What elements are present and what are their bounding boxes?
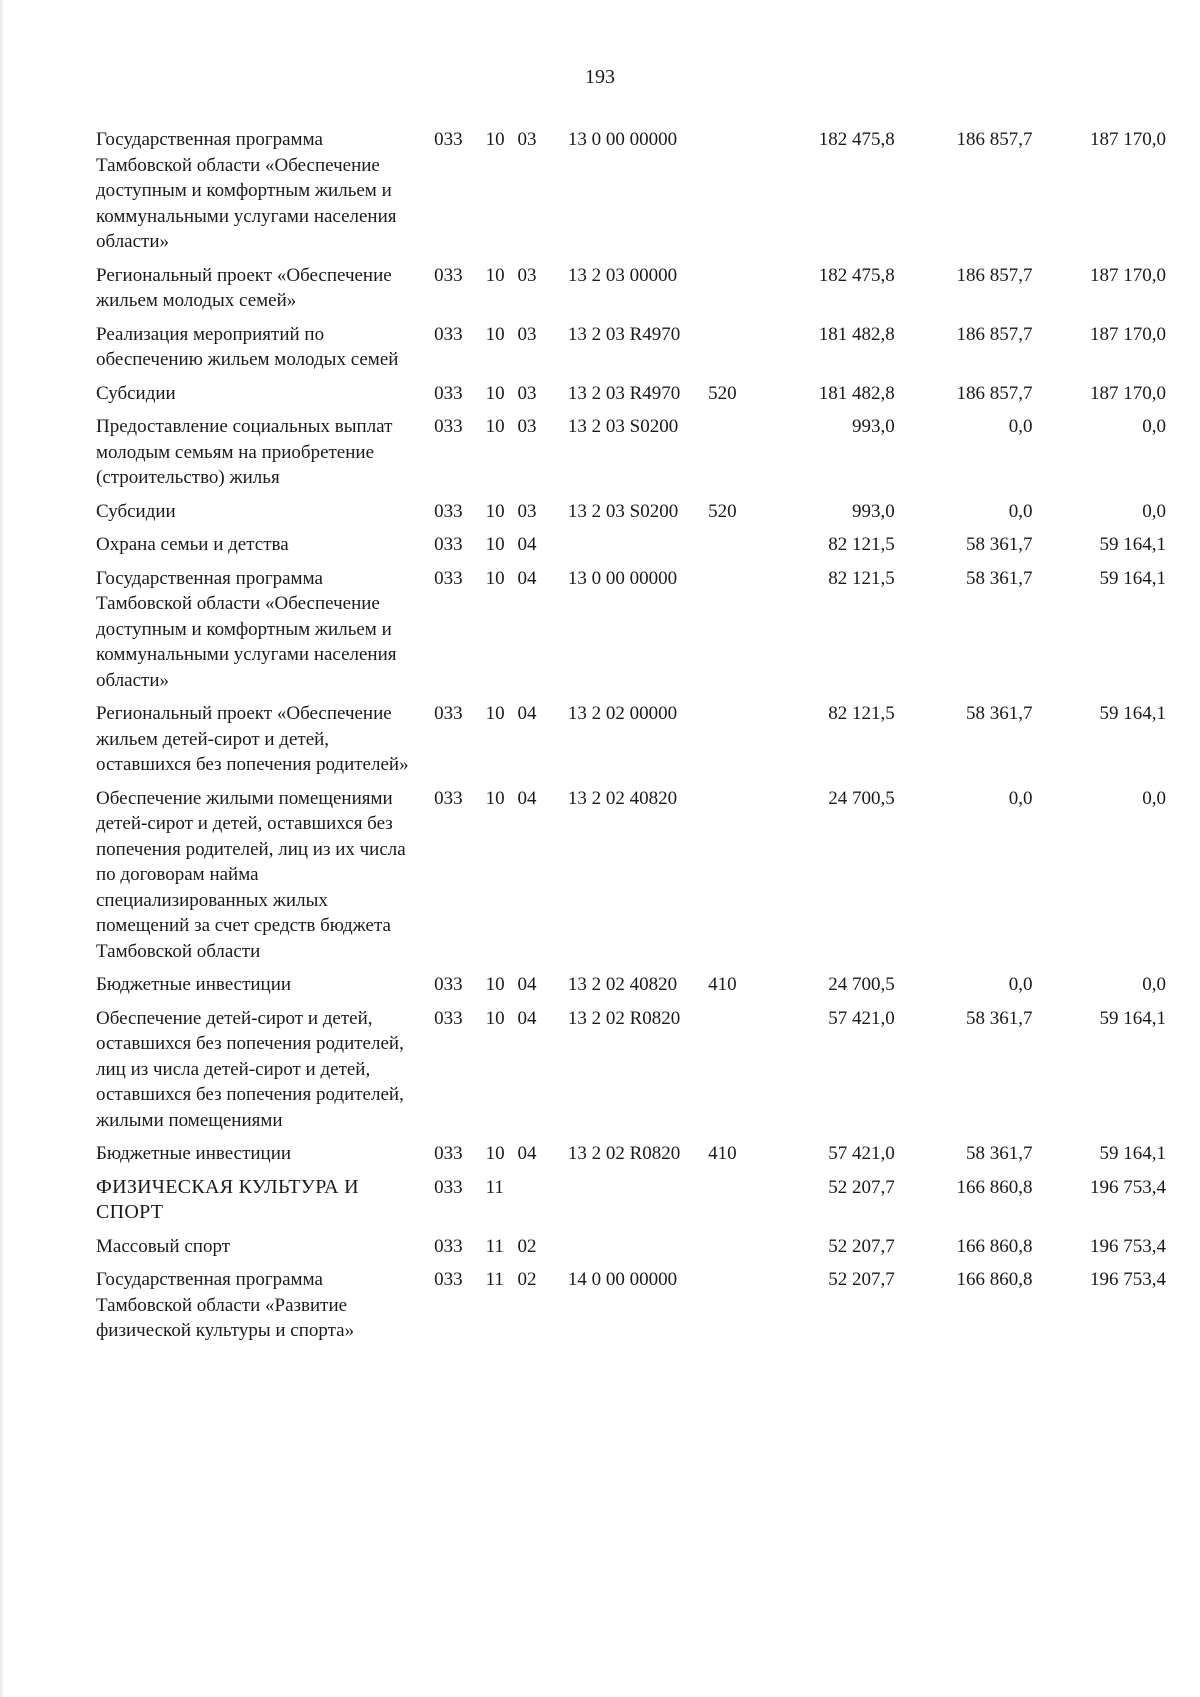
amount-year-3: 59 164,1	[1099, 1143, 1166, 1164]
row-name: Бюджетные инвестиции	[96, 1143, 292, 1164]
subsection-code: 04	[517, 567, 537, 589]
amount-year-2: 166 860,8	[956, 1176, 1033, 1198]
subsection-code: 03	[517, 129, 537, 150]
amount-year-3: 0,0	[1142, 416, 1166, 437]
section-code: 10	[485, 323, 505, 345]
ministry-code: 033	[434, 567, 463, 589]
expense-type-code	[704, 127, 759, 263]
amount-year-2: 58 361,7	[965, 534, 1033, 555]
row-name: Массовый спорт	[96, 1235, 231, 1257]
table-row	[96, 786, 1166, 973]
row-name: Региональный проект «Обеспечение жильем детей-сирот и детей, оставшихся без попечения родителей»	[96, 703, 409, 775]
subsection-code: 04	[517, 1143, 537, 1164]
table-row	[96, 127, 1166, 263]
section-code: 10	[485, 1143, 505, 1164]
page-number: 193	[585, 66, 615, 88]
ministry-code: 033	[434, 416, 463, 437]
target-item-code	[558, 1234, 704, 1268]
section-code: 10	[485, 787, 505, 809]
target-item-code: 13 2 03 S0200	[567, 416, 679, 437]
target-item-code: 13 2 03 R4970	[567, 323, 681, 345]
amount-year-1: 52 207,7	[828, 1235, 895, 1257]
expense-type-code	[704, 786, 759, 973]
amount-year-1: 82 121,5	[828, 703, 895, 724]
row-name: Государственная программа Тамбовской области «Развитие физической культуры и спорта»	[96, 1269, 355, 1341]
table-row	[96, 532, 1166, 566]
amount-year-1: 57 421,0	[828, 1007, 895, 1029]
ministry-code: 033	[434, 787, 463, 809]
section-code: 10	[485, 974, 505, 995]
subsection-code	[516, 1175, 558, 1234]
amount-year-2: 0,0	[1008, 787, 1033, 809]
section-code: 10	[485, 500, 505, 522]
amount-year-3: 196 753,4	[1090, 1235, 1166, 1257]
table-body	[96, 127, 1166, 1352]
target-item-code: 13 2 03 00000	[567, 264, 678, 286]
table-row	[96, 1175, 1166, 1234]
amount-year-3: 59 164,1	[1099, 567, 1166, 589]
expense-type-code	[704, 263, 759, 322]
section-code: 10	[485, 264, 505, 286]
subsection-code: 03	[517, 264, 537, 286]
table-row	[96, 263, 1166, 322]
subsection-code: 04	[517, 974, 537, 995]
row-name: Субсидии	[96, 500, 176, 522]
amount-year-2: 186 857,7	[956, 323, 1033, 345]
table-row	[96, 1141, 1166, 1175]
section-code: 10	[485, 703, 505, 724]
amount-year-3: 187 170,0	[1090, 129, 1166, 150]
row-name: Региональный проект «Обеспечение жильем молодых семей»	[96, 264, 392, 311]
target-item-code: 13 2 02 40820	[567, 787, 678, 809]
section-code: 11	[485, 1269, 504, 1290]
amount-year-3: 196 753,4	[1090, 1176, 1166, 1198]
expense-type-code	[704, 701, 759, 786]
amount-year-2: 58 361,7	[965, 567, 1033, 589]
amount-year-1: 52 207,7	[828, 1269, 895, 1290]
amount-year-3: 59 164,1	[1099, 1007, 1166, 1029]
amount-year-2: 166 860,8	[956, 1269, 1033, 1290]
amount-year-2: 0,0	[1008, 416, 1033, 437]
row-name: Государственная программа Тамбовской области «Обеспечение доступным и комфортным жильем и коммунальными услугами населения области»	[96, 567, 397, 691]
section-code: 10	[485, 1007, 505, 1029]
row-name: Государственная программа Тамбовской области «Обеспечение доступным и комфортным жильем и коммунальными услугами населения области»	[96, 129, 397, 252]
expense-type-code	[704, 566, 759, 702]
table-row	[96, 322, 1166, 381]
table-row	[96, 566, 1166, 702]
subsection-code: 04	[517, 534, 537, 555]
amount-year-3: 187 170,0	[1090, 382, 1166, 404]
ministry-code: 033	[434, 1143, 463, 1164]
expense-type-code	[704, 414, 759, 499]
section-code: 10	[485, 534, 505, 555]
amount-year-2: 0,0	[1008, 500, 1033, 522]
amount-year-1: 182 475,8	[818, 264, 895, 286]
amount-year-3: 0,0	[1142, 974, 1166, 995]
ministry-code: 033	[434, 703, 463, 724]
amount-year-1: 993,0	[851, 500, 895, 522]
target-item-code	[558, 1175, 704, 1234]
amount-year-1: 82 121,5	[828, 534, 895, 555]
row-name: Предоставление социальных выплат молодым семьям на приобретение (строительство) жилья	[96, 416, 393, 488]
expense-type-code	[704, 322, 759, 381]
ministry-code: 033	[434, 974, 463, 995]
target-item-code: 13 0 00 00000	[567, 567, 678, 589]
expense-type-code: 410	[708, 974, 737, 995]
amount-year-2: 186 857,7	[956, 264, 1033, 286]
amount-year-2: 166 860,8	[956, 1235, 1033, 1257]
amount-year-1: 24 700,5	[828, 787, 895, 809]
target-item-code: 13 2 02 40820	[567, 974, 678, 995]
amount-year-2: 186 857,7	[956, 382, 1033, 404]
amount-year-3: 0,0	[1142, 787, 1166, 809]
subsection-code: 03	[517, 416, 537, 437]
expense-type-code	[704, 1175, 759, 1234]
ministry-code: 033	[434, 382, 463, 404]
subsection-code: 04	[517, 1007, 537, 1029]
amount-year-1: 52 207,7	[828, 1176, 895, 1198]
target-item-code: 13 2 02 R0820	[567, 1143, 681, 1164]
amount-year-2: 58 361,7	[965, 1007, 1033, 1029]
target-item-code: 13 2 02 R0820	[567, 1007, 681, 1029]
amount-year-1: 57 421,0	[828, 1143, 895, 1164]
expense-type-code: 520	[708, 500, 737, 522]
amount-year-1: 182 475,8	[818, 129, 895, 150]
ministry-code: 033	[434, 129, 463, 150]
ministry-code: 033	[434, 1235, 463, 1257]
target-item-code	[558, 532, 704, 566]
expense-type-code	[704, 1006, 759, 1142]
amount-year-3: 187 170,0	[1090, 323, 1166, 345]
subsection-code: 04	[517, 703, 537, 724]
target-item-code: 13 2 02 00000	[567, 703, 678, 724]
expense-type-code: 410	[708, 1143, 737, 1164]
section-code: 10	[485, 416, 505, 437]
amount-year-3: 59 164,1	[1099, 534, 1166, 555]
amount-year-1: 24 700,5	[828, 974, 895, 995]
amount-year-2: 58 361,7	[965, 1143, 1033, 1164]
subsection-code: 02	[517, 1269, 537, 1290]
target-item-code: 14 0 00 00000	[567, 1269, 678, 1290]
section-code: 10	[485, 129, 505, 150]
ministry-code: 033	[434, 1176, 463, 1198]
subsection-code: 02	[517, 1235, 537, 1257]
subsection-code: 03	[517, 323, 537, 345]
amount-year-1: 181 482,8	[818, 382, 895, 404]
table-row	[96, 1234, 1166, 1268]
table-row	[96, 701, 1166, 786]
section-code: 10	[485, 567, 505, 589]
row-name: Реализация мероприятий по обеспечению жильем молодых семей	[96, 323, 399, 370]
subsection-code: 04	[517, 787, 537, 809]
expense-type-code	[704, 532, 759, 566]
amount-year-3: 0,0	[1142, 500, 1166, 522]
amount-year-3: 187 170,0	[1090, 264, 1166, 286]
budget-table	[96, 127, 1166, 1352]
section-code: 11	[485, 1235, 504, 1257]
row-name: Обеспечение детей-сирот и детей, оставшихся без попечения родителей, лиц из числа детей-сирот и детей, оставшихся без попечения родителей, жилыми помещениями	[96, 1007, 404, 1131]
expense-type-code: 520	[708, 382, 737, 404]
amount-year-1: 993,0	[851, 416, 895, 437]
amount-year-1: 181 482,8	[818, 323, 895, 345]
ministry-code: 033	[434, 264, 463, 286]
ministry-code: 033	[434, 323, 463, 345]
expense-type-code	[704, 1267, 759, 1352]
target-item-code: 13 2 03 R4970	[567, 382, 681, 404]
section-code: 10	[485, 382, 505, 404]
table-row	[96, 1267, 1166, 1352]
scan-edge-shadow	[0, 0, 4, 1697]
amount-year-3: 59 164,1	[1099, 703, 1166, 724]
row-name: Бюджетные инвестиции	[96, 974, 292, 995]
row-name: Субсидии	[96, 382, 176, 404]
expense-type-code	[704, 1234, 759, 1268]
ministry-code: 033	[434, 1269, 463, 1290]
target-item-code: 13 0 00 00000	[567, 129, 678, 150]
table-row	[96, 972, 1166, 1006]
table-row	[96, 381, 1166, 415]
row-name: ФИЗИЧЕСКАЯ КУЛЬТУРА И СПОРТ	[96, 1175, 359, 1223]
ministry-code: 033	[434, 534, 463, 555]
subsection-code: 03	[517, 382, 537, 404]
subsection-code: 03	[517, 500, 537, 522]
row-name: Обеспечение жилыми помещениями детей-сирот и детей, оставшихся без попечения родителей, лиц из их числа по договорам найма специализированных жилых помещений за счет средств бюджета Тамбовской области	[96, 787, 406, 962]
table-row	[96, 499, 1166, 533]
ministry-code: 033	[434, 1007, 463, 1029]
amount-year-3: 196 753,4	[1090, 1269, 1166, 1290]
amount-year-2: 0,0	[1008, 974, 1033, 995]
amount-year-2: 58 361,7	[965, 703, 1033, 724]
ministry-code: 033	[434, 500, 463, 522]
amount-year-2: 186 857,7	[956, 129, 1033, 150]
amount-year-1: 82 121,5	[828, 567, 895, 589]
section-code: 11	[485, 1176, 504, 1198]
table-row	[96, 1006, 1166, 1142]
target-item-code: 13 2 03 S0200	[567, 500, 679, 522]
row-name: Охрана семьи и детства	[96, 534, 289, 555]
table-row	[96, 414, 1166, 499]
